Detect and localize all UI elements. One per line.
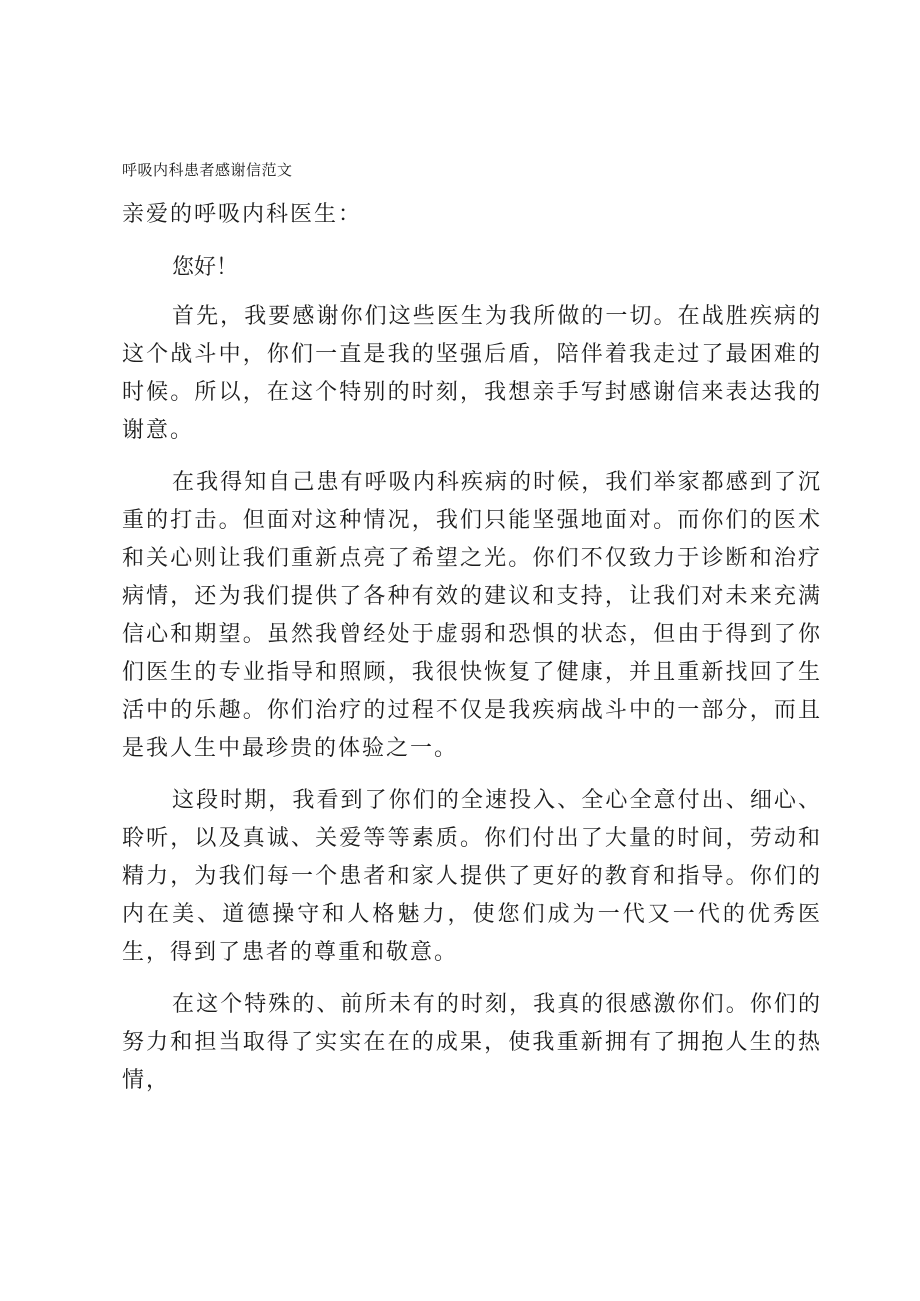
letter-body xyxy=(122,192,822,1114)
letter-paragraph-3: 这段时期，我看到了你们的全速投入、全心全意付出、细心、聆听，以及真诚、关爱等等素质。你们付出了大量的时间，劳动和精力，为我们每一个患者和家人提供了更好的教育和指导。你们的内在美、道德操守和人格魅力，使您们成为一代又一代的优秀医生，得到了患者的尊重和敬意。 xyxy=(122,788,822,965)
document-title: 呼吸内科患者感谢信范文 xyxy=(122,161,293,179)
letter-paragraph-1: 首先，我要感谢你们这些医生为我所做的一切。在战胜疾病的这个战斗中，你们一直是我的坚强后盾，陪伴着我走过了最困难的时候。所以，在这个特别的时刻，我想亲手写封感谢信来表达我的谢意。 xyxy=(122,304,822,443)
letter-greeting: 您好！ xyxy=(172,255,239,280)
letter-salutation: 亲爱的呼吸内科医生： xyxy=(122,202,363,227)
letter-paragraph-4: 在这个特殊的、前所未有的时刻，我真的很感激你们。你们的努力和担当取得了实实在在的成果，使我重新拥有了拥抱人生的热情， xyxy=(122,992,822,1093)
letter-paragraph-2: 在我得知自己患有呼吸内科疾病的时候，我们举家都感到了沉重的打击。但面对这种情况，我们只能坚强地面对。而你们的医术和关心则让我们重新点亮了希望之光。你们不仅致力于诊断和治疗病情，还为我们提供了各种有效的建议和支持，让我们对未来充满信心和期望。虽然我曾经处于虚弱和恐惧的状态，但由于得到了你们医生的专业指导和照顾，我很快恢复了健康，并且重新找回了生活中的乐趣。你们治疗的过程不仅是我疾病战斗中的一部分，而且是我人生中最珍贵的体验之一。 xyxy=(122,470,822,761)
